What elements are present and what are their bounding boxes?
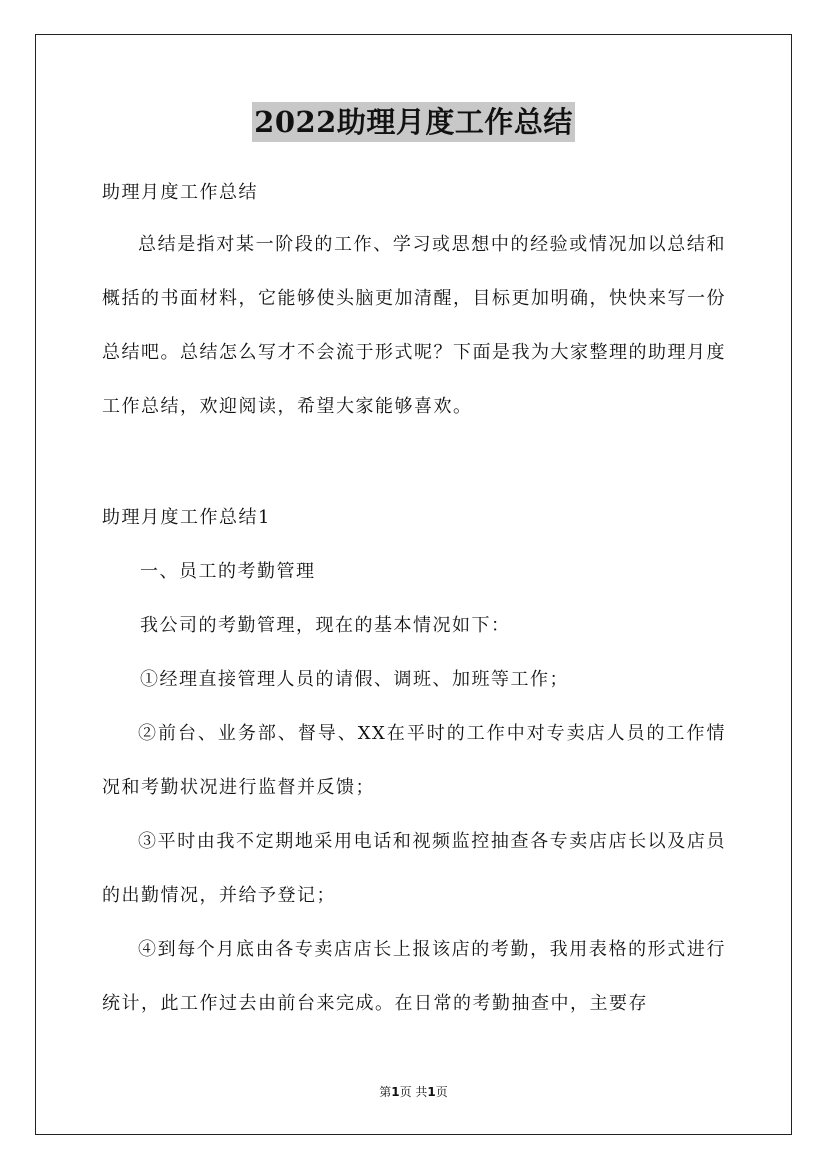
footer-prefix: 第 — [379, 1085, 392, 1099]
document-title — [0, 102, 827, 142]
item-heading: 一、员工的考勤管理 — [140, 561, 316, 582]
item-intro: 我公司的考勤管理，现在的基本情况如下： — [140, 615, 511, 636]
point-2: ②前台、业务部、督导、XX在平时的工作中对专卖店人员的工作情况和考勤状况进行监督并反馈； — [102, 723, 726, 798]
intro-paragraph: 总结是指对某一阶段的工作、学习或思想中的经验或情况加以总结和概括的书面材料，它能够使头脑更加清醒，目标更加明确，快快来写一份总结吧。总结怎么写才不会流于形式呢？下面是我为大家整理的助理月度工作总结，欢迎阅读，希望大家能够喜欢。 — [102, 234, 726, 417]
footer-mid: 页 共 — [399, 1085, 428, 1099]
section-heading: 助理月度工作总结1 — [102, 507, 271, 528]
footer-page-current: 1 — [391, 1085, 400, 1099]
document-title-text: 2022助理月度工作总结 — [252, 102, 575, 142]
point-1: ①经理直接管理人员的请假、调班、加班等工作； — [140, 669, 569, 690]
point-3: ③平时由我不定期地采用电话和视频监控抽查各专卖店店长以及店员的出勤情况，并给予登记； — [102, 831, 726, 906]
footer-page-total: 1 — [427, 1085, 436, 1099]
point-4: ④到每个月底由各专卖店店长上报该店的考勤，我用表格的形式进行统计，此工作过去由前台来完成。在日常的考勤抽查中，主要存 — [102, 939, 726, 1014]
footer-suffix: 页 — [435, 1085, 448, 1099]
page-footer — [0, 1083, 827, 1100]
document-subtitle: 助理月度工作总结 — [102, 182, 258, 203]
